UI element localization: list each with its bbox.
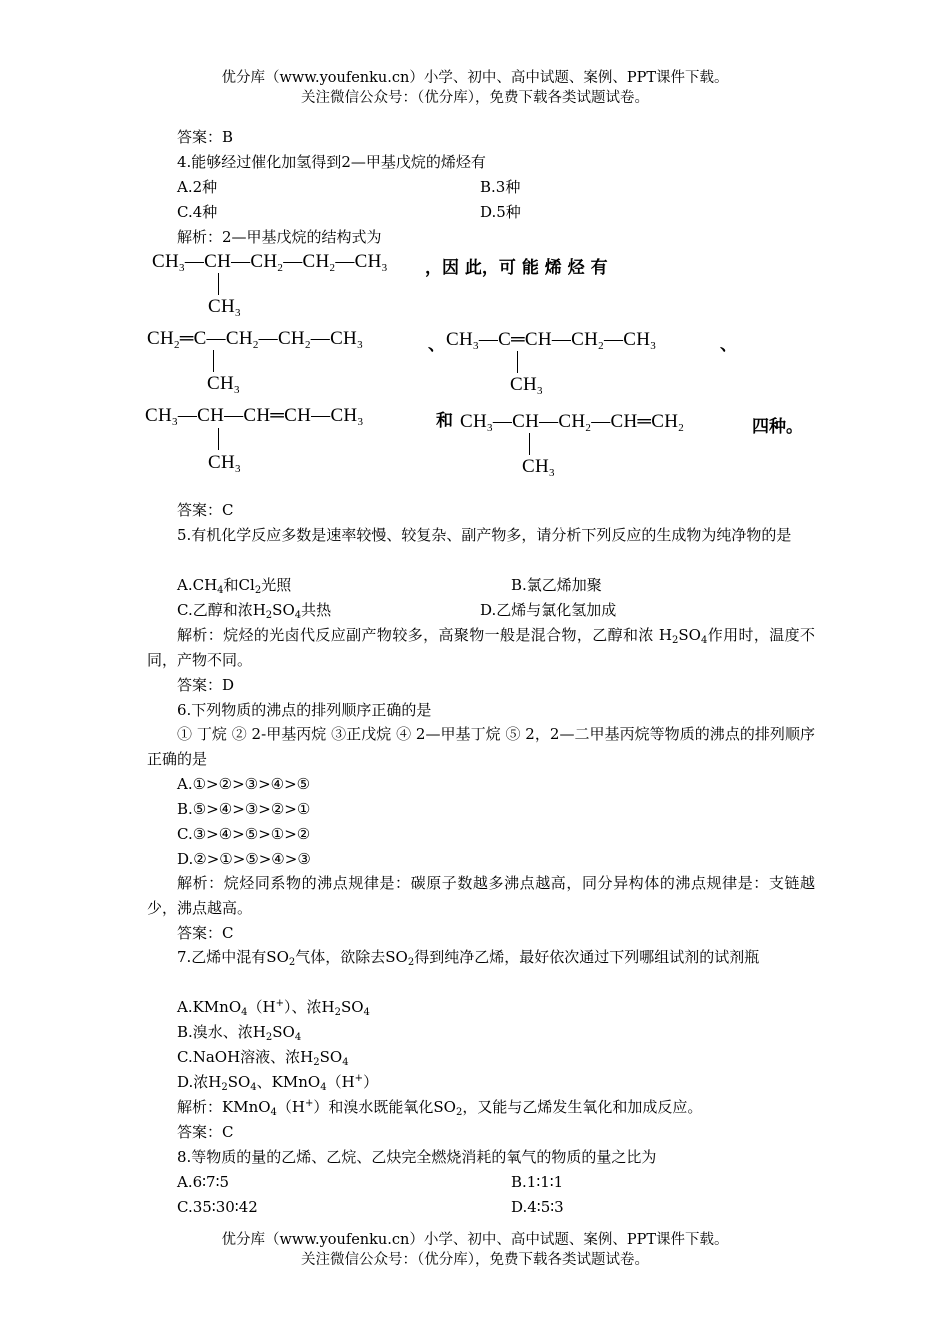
q6-list: ① 丁烷 ② 2-甲基丙烷 ③正戊烷 ④ 2—甲基丁烷 ⑤ 2，2—二甲基丙烷等物质的沸点的排列顺序正确的是 — [147, 725, 815, 768]
alkene2-methyl-branch: $CH_3$ — [510, 374, 543, 397]
alkene3-branch-bond — [218, 428, 219, 450]
q4-option-b: B.3种 — [480, 178, 521, 196]
q5-option-c: C.乙醇和浓$H_2SO_4$共热 — [177, 601, 332, 621]
page-footer — [0, 1230, 950, 1270]
q4-option-c: C.4种 — [177, 203, 218, 221]
alkene1-branch-bond — [213, 350, 214, 372]
q4-answer: 答案：C — [177, 501, 234, 519]
q4-and-text: 和 — [436, 411, 453, 431]
alkane-methyl-branch: $CH_3$ — [208, 296, 241, 319]
alkene2-main-chain: $CH_3—C═CH—CH_2—CH_3$ — [446, 329, 657, 352]
q5-stem: 5.有机化学反应多数是速率较慢、较复杂、副产物多，请分析下列反应的生成物为纯净物的是 — [177, 526, 792, 544]
q8-option-b: B.1∶1∶1 — [511, 1173, 564, 1191]
q4-stem: 4.能够经过催化加氢得到2—甲基戊烷的烯烃有 — [177, 153, 486, 171]
q6-option-d: D.②>①>⑤>④>③ — [177, 850, 311, 868]
q6-option-a: A.①>②>③>④>⑤ — [177, 775, 311, 793]
q4-analysis-intro: 解析：2—甲基戊烷的结构式为 — [177, 228, 382, 246]
alkene4-methyl-branch: $CH_3$ — [522, 456, 555, 479]
q4-separator-2: 、 — [720, 335, 737, 355]
alkene3-methyl-branch: $CH_3$ — [208, 452, 241, 475]
header-line-1: 优分库（www.youfenku.cn）小学、初中、高中试题、案例、PPT课件下载。 — [221, 70, 729, 86]
alkene3-main-chain: $CH_3—CH—CH═CH—CH_3$ — [145, 405, 364, 428]
q5-analysis: 解析：烷烃的光卤代反应副产物较多，高聚物一般是混合物，乙醇和浓 $H_2SO_4$作用时，温度不同，产物不同。 — [147, 626, 815, 669]
q7-option-a: A.KMnO$_4$（H+）、浓$H_2SO_4$ — [177, 998, 370, 1018]
q4-option-d: D.5种 — [480, 203, 521, 221]
alkene1-methyl-branch: $CH_3$ — [207, 373, 240, 396]
q8-stem: 8.等物质的量的乙烯、乙烷、乙炔完全燃烧消耗的氧气的物质的量之比为 — [177, 1148, 657, 1166]
q7-option-d: D.浓$H_2SO_4$、KMnO$_4$（H+） — [177, 1073, 379, 1093]
alkane-branch-bond — [218, 273, 219, 295]
alkene1-main-chain: $CH_2═C—CH_2—CH_2—CH_3$ — [147, 328, 363, 351]
q7-stem: 7.乙烯中混有$SO_2$气体，欲除去$SO_2$得到纯净乙烯，最好依次通过下列哪组试剂的试剂瓶 — [177, 948, 760, 968]
alkene2-branch-bond — [517, 351, 518, 373]
q3-answer: 答案：B — [177, 128, 234, 146]
q4-option-a: A.2种 — [177, 178, 218, 196]
q8-option-d: D.4∶5∶3 — [511, 1198, 564, 1216]
header-line-2: 关注微信公众号：（优分库），免费下载各类试题试卷。 — [301, 90, 649, 106]
q5-option-d: D.乙烯与氯化氢加成 — [480, 601, 617, 619]
q6-analysis: 解析：烷烃同系物的沸点规律是：碳原子数越多沸点越高，同分异构体的沸点规律是：支链越少，沸点越高。 — [147, 874, 815, 917]
page-header — [0, 68, 950, 108]
footer-line-1: 优分库（www.youfenku.cn）小学、初中、高中试题、案例、PPT课件下载。 — [221, 1232, 729, 1248]
q8-option-a: A.6∶7∶5 — [177, 1173, 230, 1191]
q6-answer: 答案：C — [177, 924, 234, 942]
q4-therefore-text: ，因 此，可 能 烯 烃 有 — [425, 258, 608, 278]
q5-answer: 答案：D — [177, 676, 235, 694]
alkene4-main-chain: $CH_3—CH—CH_2—CH═CH_2$ — [460, 411, 685, 434]
q7-analysis: 解析：KMnO$_4$（H+）和溴水既能氧化$SO_2$，又能与乙烯发生氧化和加成反应。 — [177, 1098, 703, 1118]
q7-option-b: B.溴水、浓$H_2SO_4$ — [177, 1023, 302, 1043]
q5-option-b: B.氯乙烯加聚 — [511, 576, 602, 594]
alkene4-branch-bond — [529, 433, 530, 455]
q7-answer: 答案：C — [177, 1123, 234, 1141]
q6-option-c: C.③>④>⑤>①>② — [177, 825, 311, 843]
q6-option-b: B.⑤>④>③>②>① — [177, 800, 311, 818]
q4-separator-1: 、 — [428, 335, 445, 355]
q6-stem: 6.下列物质的沸点的排列顺序正确的是 — [177, 701, 432, 719]
alkane-main-chain: $CH_3—CH—CH_2—CH_2—CH_3$ — [152, 251, 388, 274]
footer-line-2: 关注微信公众号：（优分库），免费下载各类试题试卷。 — [301, 1252, 649, 1268]
q4-four-kinds-text: 四种。 — [752, 417, 803, 437]
q7-option-c: C.NaOH溶液、浓$H_2SO_4$ — [177, 1048, 349, 1068]
q8-option-c: C.35∶30∶42 — [177, 1198, 258, 1216]
q5-option-a: $A.CH_4$和$Cl_2$光照 — [177, 576, 292, 596]
